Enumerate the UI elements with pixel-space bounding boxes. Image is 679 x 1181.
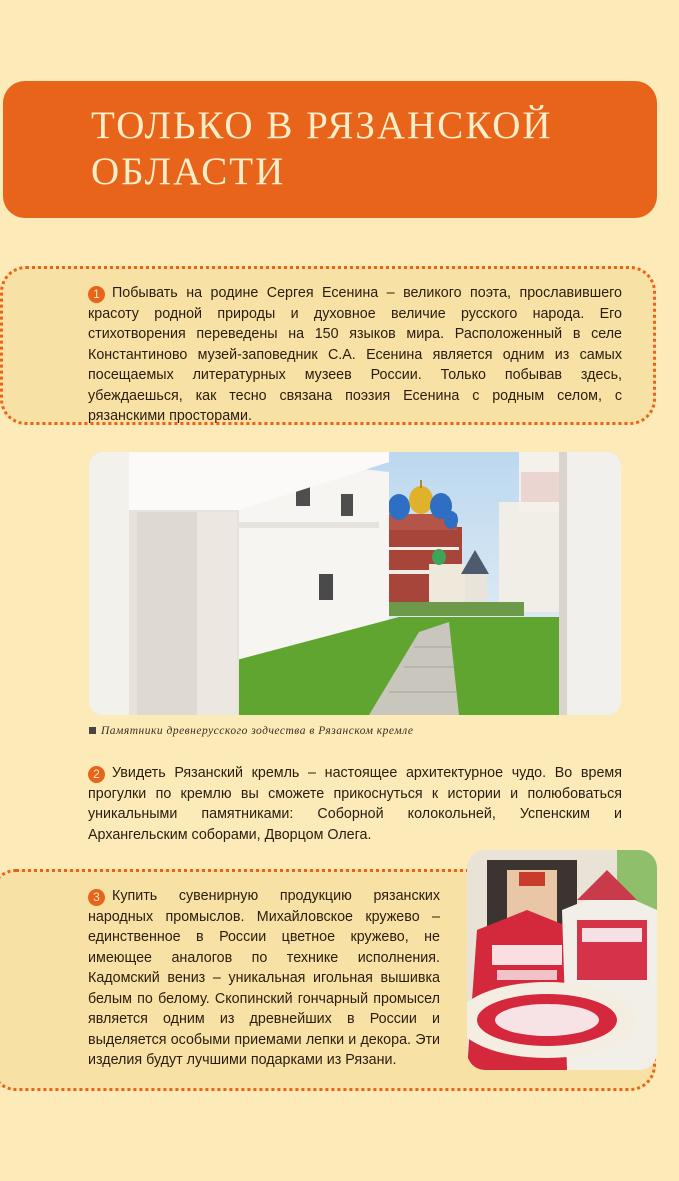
item-3-text-block	[88, 886, 440, 1071]
page-title	[91, 103, 631, 195]
item-2-text: Увидеть Рязанский кремль – настоящее архитектурное чудо. Во время прогулки по кремлю вы сможете прикоснуться к истории и полюбоваться уникальными памятниками: Соборной колокольней, Успенским и Архангельским соборами, Дворцом Олега.	[88, 765, 622, 843]
title-line-1: ТОЛЬКО В РЯЗАНСКОЙ	[91, 104, 553, 147]
item-3-text: Купить сувенирную продукцию рязанских народных промыслов. Михайловское кружево – единственное в России цветное кружево, не имеющее аналогов по технике исполнения. Кадомский вениз – уникальная игольная вышивка белым по белому. Скопинский гончарный промысел является одним из древнейших в России и выделяется особыми приемами лепки и декора. Эти изделия будут лучшими подарками из Рязани.	[88, 888, 440, 1068]
title-line-2: ОБЛАСТИ	[91, 150, 286, 193]
folk-costume-photo	[467, 850, 657, 1070]
item-2-number: 2	[88, 766, 105, 783]
kremlin-photo	[89, 452, 621, 715]
item-3-number: 3	[88, 889, 105, 906]
caption-bullet-icon	[89, 727, 96, 734]
item-1-text: Побывать на родине Сергея Есенина – великого поэта, прославившего красоту родной природы и духовное величие русского народа. Его стихотворения переведены на 150 языков мира. Расположенный в селе Константиново музей-заповедник С.А. Есенина является одним из самых посещаемых литературных музеев России. Только побывав здесь, убеждаешься, как тесно связана поэзия Есенина с родным селом, с рязанскими просторами.	[88, 285, 622, 424]
item-2-text-block	[88, 763, 622, 845]
title-banner	[3, 81, 657, 218]
photo-caption	[89, 725, 413, 737]
item-1-text-block	[88, 283, 622, 427]
item-1-number: 1	[88, 286, 105, 303]
photo-caption-text: Памятники древнерусского зодчества в Рязанском кремле	[101, 725, 414, 737]
